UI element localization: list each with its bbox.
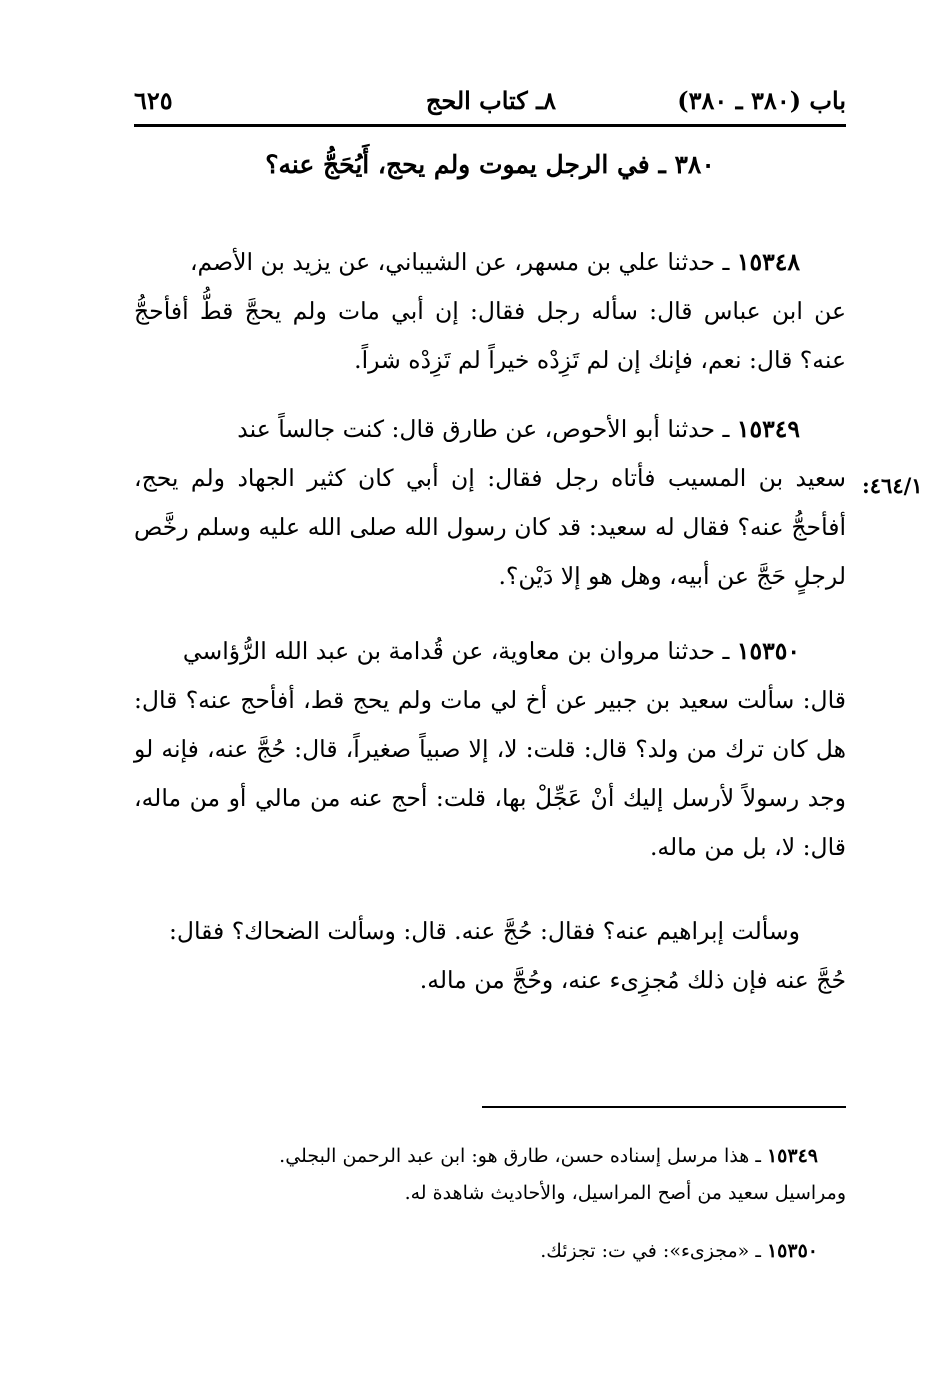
footnote-opening: ـ «مجزىء»: في ت: تجزئك.	[540, 1240, 761, 1262]
hadith-15349	[134, 405, 846, 601]
hadith-opening: ـ حدثنا مروان بن معاوية، عن قُدامة بن عبد الله الرُّؤاسي	[182, 637, 730, 665]
footnote-first-line	[134, 1138, 846, 1175]
footnote-first-line	[134, 1233, 846, 1270]
hadith-first-line	[134, 405, 846, 454]
hadith-15350	[134, 627, 846, 872]
footnote-15349	[134, 1138, 846, 1212]
hadith-text: قال: سألت سعيد بن جبير عن أخ لي مات ولم يحج قط، أفأحج عنه؟ قال: هل كان ترك من ولد؟ قال: قلت: لا، إلا صبياً صغيراً، قال: حُجَّ عنه، فإنه لو وجد رسولاً لأرسل إليك أنْ عَجِّلْ بها، قلت: أحج عنه من مالي أو من ماله، قال: لا، بل من ماله.	[134, 686, 846, 861]
footnote-number: ١٥٣٤٩	[766, 1145, 818, 1167]
book-title: ٨ـ كتاب الحج	[425, 86, 556, 115]
book-page	[134, 0, 846, 1383]
footnote-number: ١٥٣٥٠	[766, 1240, 818, 1262]
hadith-text: سعيد بن المسيب فأتاه رجل فقال: إن أبي كان كثير الجهاد ولم يحج، أفأحجُّ عنه؟ فقال له سعيد: قد كان رسول الله صلى الله عليه وسلم رخَّص لرجلٍ حَجَّ عن أبيه، وهل هو إلا دَيْن؟.	[134, 464, 846, 590]
continuation-first-line: وسألت إبراهيم عنه؟ فقال: حُجَّ عنه. قال: وسألت الضحاك؟ فقال:	[168, 917, 800, 945]
hadith-number: ١٥٣٤٨	[736, 248, 800, 276]
hadith-opening: ـ حدثنا أبو الأحوص، عن طارق قال: كنت جالساً عند	[237, 415, 730, 443]
page-number: ٦٢٥	[134, 86, 173, 115]
chapter-range: باب (٣٨٠ ـ ٣٨٠)	[677, 86, 846, 115]
hadith-first-line	[134, 238, 846, 287]
footnote-opening: ـ هذا مرسل إسناده حسن، طارق هو: ابن عبد الرحمن البجلي.	[279, 1145, 761, 1167]
hadith-first-line	[134, 627, 846, 676]
footnote-15350	[134, 1233, 846, 1270]
page-header	[134, 86, 846, 124]
hadith-text: عن ابن عباس قال: سأله رجل فقال: إن أبي مات ولم يحجَّ قطُّ أفأحجُّ عنه؟ قال: نعم، فإنك إن لم تَزِدْه خيراً لم تَزِدْه شراً.	[134, 297, 846, 374]
hadith-opening: ـ حدثنا علي بن مسهر، عن الشيباني، عن يزيد بن الأصم،	[189, 248, 730, 276]
hadith-number: ١٥٣٤٩	[736, 415, 800, 443]
hadith-continuation	[134, 907, 846, 1005]
continuation-text: حُجَّ عنه فإن ذلك مُجزِىء عنه، وحُجَّ من ماله.	[419, 966, 846, 994]
chapter-title: ٣٨٠ ـ في الرجل يموت ولم يحج، أَيُحَجُّ عنه؟	[265, 150, 715, 179]
footnote-text: ومراسيل سعيد من أصح المراسيل، والأحاديث شاهدة له.	[404, 1182, 846, 1204]
header-divider	[134, 124, 846, 127]
footnote-divider	[482, 1106, 846, 1108]
hadith-number: ١٥٣٥٠	[736, 637, 800, 665]
margin-reference: ٤٦٤/١:	[862, 473, 923, 498]
hadith-15348	[134, 238, 846, 385]
